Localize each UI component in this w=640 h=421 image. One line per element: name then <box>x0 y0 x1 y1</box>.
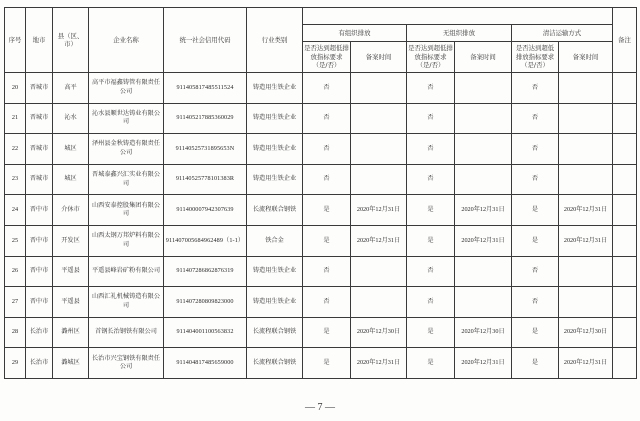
cell-industry: 铁合金 <box>247 225 303 256</box>
cell-trans-meets: 是 <box>512 348 559 379</box>
cell-city: 晋中市 <box>26 195 53 226</box>
cell-org-date <box>351 287 407 318</box>
cell-org-meets: 否 <box>303 164 351 195</box>
cell-remarks <box>613 164 637 195</box>
table-row <box>5 164 637 195</box>
cell-unorg-date: 2020年12月31日 <box>455 348 512 379</box>
cell-industry: 铸造用生铁企业 <box>247 287 303 318</box>
cell-org-meets: 是 <box>303 317 351 348</box>
cell-org-meets: 是 <box>303 348 351 379</box>
table-row <box>5 73 637 104</box>
cell-seq: 20 <box>5 73 26 104</box>
cell-trans-meets: 否 <box>512 164 559 195</box>
header-organized-emission: 有组织排放 <box>303 25 407 42</box>
cell-unorg-date <box>455 256 512 287</box>
cell-unorg-meets: 否 <box>407 73 455 104</box>
header-remarks: 备注 <box>613 8 637 73</box>
cell-remarks <box>613 134 637 165</box>
cell-trans-date: 2020年12月30日 <box>559 317 613 348</box>
cell-unorg-meets: 否 <box>407 134 455 165</box>
cell-seq: 22 <box>5 134 26 165</box>
cell-seq: 25 <box>5 225 26 256</box>
cell-remarks <box>613 73 637 104</box>
cell-city: 晋中市 <box>26 256 53 287</box>
cell-org-date <box>351 164 407 195</box>
cell-seq: 29 <box>5 348 26 379</box>
cell-trans-meets: 否 <box>512 73 559 104</box>
header-county: 县（区、市） <box>53 8 89 73</box>
cell-credit-code: 911407280809823000 <box>164 287 247 318</box>
cell-unorg-meets: 是 <box>407 225 455 256</box>
table-body <box>5 73 637 379</box>
cell-org-date <box>351 134 407 165</box>
cell-unorg-meets: 否 <box>407 256 455 287</box>
cell-trans-meets: 否 <box>512 287 559 318</box>
cell-trans-meets: 是 <box>512 195 559 226</box>
cell-trans-date: 2020年12月31日 <box>559 195 613 226</box>
header-org-meets: 是否达到超低排放指标要求（是/否） <box>303 42 351 73</box>
cell-industry: 长流程联合钢铁 <box>247 348 303 379</box>
cell-unorg-date: 2020年12月31日 <box>455 195 512 226</box>
cell-remarks <box>613 317 637 348</box>
cell-county: 潞州区 <box>53 317 89 348</box>
cell-unorg-meets: 否 <box>407 103 455 134</box>
cell-company: 山西安泰控股集团有限公司 <box>89 195 164 226</box>
cell-org-meets: 是 <box>303 195 351 226</box>
cell-company: 晋城泰鑫兴汇实业有限公司 <box>89 164 164 195</box>
cell-credit-code: 911400007942307639 <box>164 195 247 226</box>
cell-company: 高平市福鑫铸管有限责任公司 <box>89 73 164 104</box>
table-row <box>5 134 637 165</box>
header-trans-meets: 是否达到超低排放指标要求（是/否） <box>512 42 559 73</box>
cell-unorg-meets: 否 <box>407 164 455 195</box>
cell-credit-code: 91140400110056383​2 <box>164 317 247 348</box>
cell-industry: 铸造用生铁企业 <box>247 73 303 104</box>
cell-unorg-date: 2020年12月30日 <box>455 317 512 348</box>
cell-unorg-date <box>455 103 512 134</box>
cell-unorg-meets: 是 <box>407 317 455 348</box>
cell-unorg-date: 2020年12月31日 <box>455 225 512 256</box>
cell-credit-code: 91140700568496248​9（1-1） <box>164 225 247 256</box>
table-row <box>5 348 637 379</box>
cell-county: 沁水 <box>53 103 89 134</box>
cell-industry: 铸造用生铁企业 <box>247 134 303 165</box>
cell-seq: 24 <box>5 195 26 226</box>
cell-remarks <box>613 103 637 134</box>
header-unorg-meets: 是否达到超低排放指标要求（是/否） <box>407 42 455 73</box>
cell-credit-code: 91140525731895653N <box>164 134 247 165</box>
header-company: 企业名称 <box>89 8 164 73</box>
cell-org-date <box>351 256 407 287</box>
cell-city: 晋中市 <box>26 287 53 318</box>
header-seq: 序号 <box>5 8 26 73</box>
cell-credit-code: 91140581748551152​4 <box>164 73 247 104</box>
cell-remarks <box>613 225 637 256</box>
cell-seq: 26 <box>5 256 26 287</box>
cell-industry: 长流程联合钢铁 <box>247 317 303 348</box>
table-row <box>5 225 637 256</box>
cell-city: 长治市 <box>26 348 53 379</box>
header-unorganized-emission: 无组织排放 <box>407 25 512 42</box>
cell-unorg-meets: 是 <box>407 195 455 226</box>
cell-trans-date <box>559 134 613 165</box>
cell-county: 高平 <box>53 73 89 104</box>
cell-county: 城区 <box>53 134 89 165</box>
cell-city: 晋城市 <box>26 164 53 195</box>
cell-trans-date: 2020年12月31日 <box>559 348 613 379</box>
cell-trans-meets: 否 <box>512 134 559 165</box>
header-city: 地市 <box>26 8 53 73</box>
cell-company: 长治市兴宝钢铁有限责任公司 <box>89 348 164 379</box>
cell-org-meets: 否 <box>303 134 351 165</box>
cell-credit-code: 91140525778101383R <box>164 164 247 195</box>
table-row <box>5 103 637 134</box>
cell-company: 首钢长治钢铁有限公司 <box>89 317 164 348</box>
cell-seq: 21 <box>5 103 26 134</box>
cell-org-meets: 否 <box>303 287 351 318</box>
cell-remarks <box>613 287 637 318</box>
table-row <box>5 287 637 318</box>
cell-trans-date <box>559 73 613 104</box>
cell-county: 平遥县 <box>53 287 89 318</box>
cell-trans-date <box>559 103 613 134</box>
cell-org-meets: 否 <box>303 73 351 104</box>
cell-seq: 28 <box>5 317 26 348</box>
cell-org-date: 2020年12月31日 <box>351 348 407 379</box>
cell-unorg-date <box>455 73 512 104</box>
cell-company: 山西汇礼机械铸造有限公司 <box>89 287 164 318</box>
header-unorg-filing-time: 备案时间 <box>455 42 512 73</box>
cell-industry: 铸造用生铁企业 <box>247 164 303 195</box>
cell-trans-date: 2020年12月31日 <box>559 225 613 256</box>
cell-company: 泽州县金秋铸造有限责任公司 <box>89 134 164 165</box>
cell-industry: 长流程联合钢铁 <box>247 195 303 226</box>
header-org-filing-time: 备案时间 <box>351 42 407 73</box>
cell-city: 晋城市 <box>26 73 53 104</box>
cell-credit-code: 911405217885360029 <box>164 103 247 134</box>
cell-city: 晋城市 <box>26 134 53 165</box>
cell-unorg-date <box>455 134 512 165</box>
cell-org-date <box>351 103 407 134</box>
cell-county: 介休市 <box>53 195 89 226</box>
cell-trans-meets: 是 <box>512 317 559 348</box>
header-trans-filing-time: 备案时间 <box>559 42 613 73</box>
header-industry: 行业类别 <box>247 8 303 73</box>
cell-org-date <box>351 73 407 104</box>
table-row <box>5 317 637 348</box>
cell-trans-date <box>559 164 613 195</box>
cell-unorg-meets: 是 <box>407 348 455 379</box>
cell-seq: 27 <box>5 287 26 318</box>
page-number: — 7 — <box>305 402 335 413</box>
cell-org-date: 2020年12月31日 <box>351 225 407 256</box>
cell-remarks <box>613 195 637 226</box>
cell-trans-meets: 是 <box>512 225 559 256</box>
cell-trans-meets: 否 <box>512 103 559 134</box>
cell-county: 平遥县 <box>53 256 89 287</box>
cell-trans-date <box>559 256 613 287</box>
cell-org-meets: 是 <box>303 225 351 256</box>
cell-city: 长治市 <box>26 317 53 348</box>
cell-county: 开发区 <box>53 225 89 256</box>
cell-company: 平遥县峰岩矿粉有限公司 <box>89 256 164 287</box>
cell-unorg-date <box>455 287 512 318</box>
cell-org-date: 2020年12月30日 <box>351 317 407 348</box>
cell-county: 城区 <box>53 164 89 195</box>
cell-unorg-meets: 否 <box>407 287 455 318</box>
header-clean-transport: 清洁运输方式 <box>512 25 613 42</box>
cell-org-meets: 否 <box>303 103 351 134</box>
table-row <box>5 256 637 287</box>
cell-city: 晋中市 <box>26 225 53 256</box>
cell-county: 潞城区 <box>53 348 89 379</box>
cell-industry: 铸造用生铁企业 <box>247 256 303 287</box>
cell-remarks <box>613 348 637 379</box>
cell-trans-meets: 否 <box>512 256 559 287</box>
table-row <box>5 195 637 226</box>
cell-trans-date <box>559 287 613 318</box>
cell-unorg-date <box>455 164 512 195</box>
header-blank-span <box>303 8 613 25</box>
cell-industry: 铸造用生铁企业 <box>247 103 303 134</box>
cell-company: 山西太钢万邦炉料有限公司 <box>89 225 164 256</box>
cell-org-meets: 否 <box>303 256 351 287</box>
enterprise-emission-table <box>4 7 637 379</box>
cell-credit-code: 911407286862876319 <box>164 256 247 287</box>
cell-city: 晋城市 <box>26 103 53 134</box>
cell-remarks <box>613 256 637 287</box>
cell-org-date: 2020年12月31日 <box>351 195 407 226</box>
cell-credit-code: 911404817485659000 <box>164 348 247 379</box>
cell-company: 沁水县顺世达铸业有限公司 <box>89 103 164 134</box>
cell-seq: 23 <box>5 164 26 195</box>
header-credit-code: 统一社会信用代码 <box>164 8 247 73</box>
